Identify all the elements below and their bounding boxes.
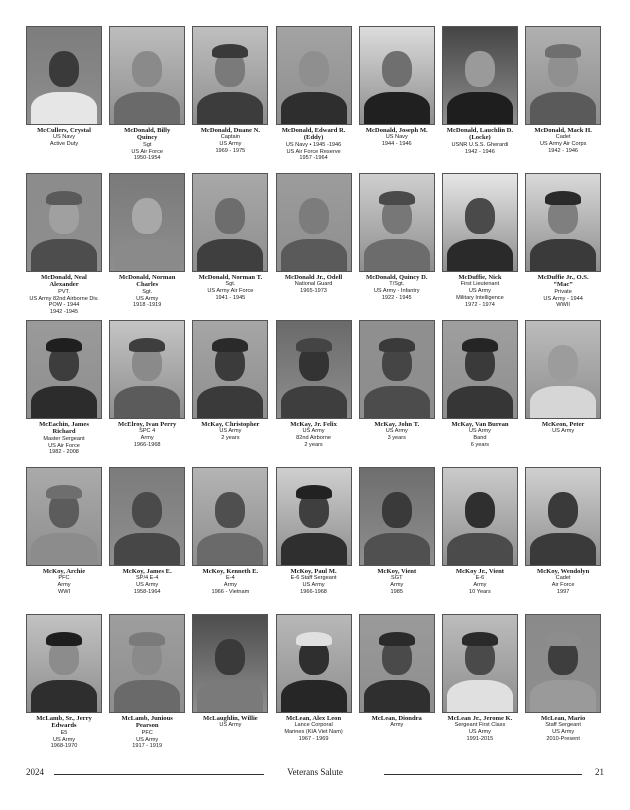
veteran-card: [276, 467, 352, 614]
veteran-service-details: SP/4 E-4 US Army 1958-1964: [133, 575, 161, 595]
portrait-uniform: [281, 239, 347, 272]
veteran-photo: [525, 467, 601, 566]
veteran-service-details: National Guard 1965-1973: [294, 281, 333, 295]
veteran-name: McDonald, Duane N.: [200, 127, 261, 134]
veteran-name: McKay, Van Burean: [451, 421, 509, 428]
veteran-name: McLean Jr., Jerome K.: [447, 715, 513, 722]
veteran-photo: [109, 614, 185, 713]
portrait-uniform: [447, 680, 513, 713]
veteran-service-details: Staff Sergeant US Army 2010-Present: [545, 722, 581, 742]
portrait-uniform: [281, 533, 347, 566]
portrait-uniform: [197, 680, 263, 713]
portrait-uniform: [447, 92, 513, 125]
veteran-grid: [26, 26, 606, 761]
portrait-face: [548, 345, 578, 381]
portrait-cap: [379, 191, 415, 205]
veteran-photo: [442, 614, 518, 713]
portrait-face: [215, 639, 245, 675]
veteran-card: [26, 173, 102, 320]
portrait-uniform: [447, 533, 513, 566]
portrait-cap: [379, 632, 415, 646]
portrait-cap: [296, 632, 332, 646]
portrait-uniform: [530, 239, 596, 272]
veteran-card: [109, 467, 185, 614]
portrait-cap: [296, 485, 332, 499]
portrait-cap: [379, 338, 415, 352]
portrait-uniform: [530, 680, 596, 713]
veteran-name: McKoy, Vient: [377, 568, 417, 575]
veteran-name: McLean, Alex Leon: [285, 715, 342, 722]
veteran-card: [276, 173, 352, 320]
veteran-name: McLean, Diondra: [371, 715, 422, 722]
veteran-service-details: SGT Army 1985: [390, 575, 404, 595]
veteran-photo: [359, 320, 435, 419]
portrait-uniform: [197, 239, 263, 272]
portrait-cap: [545, 632, 581, 646]
veteran-card: [525, 467, 601, 614]
veteran-name: McDonald, Mack H.: [534, 127, 592, 134]
portrait-face: [215, 198, 245, 234]
portrait-face: [548, 492, 578, 528]
veteran-service-details: PVT. US Army 82nd Airborne Div. POW - 1944 1942 -1945: [29, 288, 99, 316]
veteran-name: McKoy Jr., Vient: [455, 568, 504, 575]
veteran-card: [359, 320, 435, 467]
veteran-photo: [192, 614, 268, 713]
veteran-name: McDonald, Quincy D.: [365, 274, 428, 281]
veteran-service-details: US Army Band 6 years: [468, 428, 491, 448]
veteran-card: [442, 614, 518, 761]
footer-year: 2024: [26, 767, 44, 777]
portrait-uniform: [31, 386, 97, 419]
portrait-uniform: [530, 386, 596, 419]
veteran-card: [26, 26, 102, 173]
veteran-service-details: US Army 82nd Airborne 2 years: [296, 428, 331, 448]
veteran-photo: [276, 26, 352, 125]
veteran-name: McKoy, James E.: [122, 568, 172, 575]
veteran-photo: [192, 26, 268, 125]
veteran-photo: [442, 467, 518, 566]
veteran-service-details: E-4 Army 1966 - Vietnam: [211, 575, 250, 595]
veteran-name: McDonald, Lauchlin D. (Locke): [446, 127, 514, 142]
veteran-card: [359, 467, 435, 614]
portrait-cap: [46, 338, 82, 352]
page-footer: [26, 767, 604, 781]
portrait-cap: [129, 338, 165, 352]
veteran-name: McKoy, Kenneth E.: [202, 568, 259, 575]
veteran-photo: [359, 467, 435, 566]
veteran-card: [442, 173, 518, 320]
veteran-service-details: E5 US Army 1968-1970: [50, 729, 78, 750]
veteran-photo: [192, 320, 268, 419]
veteran-service-details: Captain US Army 1969 - 1975: [215, 134, 246, 154]
portrait-face: [465, 492, 495, 528]
portrait-face: [299, 51, 329, 87]
veteran-service-details: SPC 4 Army 1966-1968: [133, 428, 161, 448]
portrait-cap: [296, 338, 332, 352]
portrait-face: [382, 492, 412, 528]
veteran-name: McElroy, Ivan Perry: [118, 421, 177, 428]
veteran-card: [359, 614, 435, 761]
portrait-uniform: [31, 533, 97, 566]
veteran-card: [192, 26, 268, 173]
veteran-service-details: E-6 Army 10 Years: [469, 575, 491, 595]
veteran-card: [109, 614, 185, 761]
veteran-service-details: US Army: [552, 428, 575, 435]
veteran-card: [192, 614, 268, 761]
veteran-name: McLamb, Junious Pearson: [121, 715, 173, 730]
portrait-face: [132, 492, 162, 528]
veteran-photo: [276, 320, 352, 419]
veteran-service-details: T/Sgt. US Army - Infantry 1922 - 1945: [373, 281, 420, 301]
veteran-photo: [26, 26, 102, 125]
veteran-photo: [276, 614, 352, 713]
veteran-card: [442, 467, 518, 614]
portrait-uniform: [197, 92, 263, 125]
veteran-photo: [276, 173, 352, 272]
veteran-service-details: Lance Corporal Marines (KIA Viet Nam) 1967 - 1969: [284, 722, 343, 742]
veteran-service-details: Sgt. US Army Air Force 1941 - 1945: [207, 281, 254, 301]
portrait-uniform: [114, 533, 180, 566]
veteran-name: McKoy, Paul M.: [290, 568, 337, 575]
portrait-uniform: [31, 680, 97, 713]
portrait-cap: [545, 191, 581, 205]
veteran-card: [525, 320, 601, 467]
veteran-photo: [26, 614, 102, 713]
portrait-uniform: [364, 533, 430, 566]
veteran-name: McLamb, Sr., Jerry Edwards: [36, 715, 92, 730]
veteran-photo: [525, 26, 601, 125]
veteran-name: McDonald, Norman Charles: [118, 274, 176, 289]
veteran-service-details: US Army 2 years: [219, 428, 242, 442]
footer-title: Veterans Salute: [287, 767, 343, 777]
veteran-photo: [109, 467, 185, 566]
portrait-face: [49, 51, 79, 87]
veteran-name: McDonald, Neal Alexander: [41, 274, 87, 289]
portrait-face: [132, 198, 162, 234]
veteran-card: [192, 320, 268, 467]
veteran-card: [26, 320, 102, 467]
veteran-service-details: US Army 3 years: [385, 428, 408, 442]
portrait-cap: [46, 485, 82, 499]
veteran-service-details: PFC Army WWI: [57, 575, 71, 595]
veteran-card: [109, 320, 185, 467]
veteran-name: McDonald, Norman T.: [198, 274, 263, 281]
veteran-photo: [276, 467, 352, 566]
portrait-face: [465, 51, 495, 87]
footer-page-number: 21: [595, 767, 604, 777]
veteran-name: McDuffie Jr., O.S. “Mac”: [537, 274, 589, 289]
veteran-photo: [442, 26, 518, 125]
veteran-name: McKay, John T.: [374, 421, 420, 428]
veteran-photo: [525, 320, 601, 419]
veteran-card: [525, 614, 601, 761]
veteran-service-details: Private US Army - 1944 WWII: [543, 288, 583, 309]
portrait-uniform: [364, 92, 430, 125]
portrait-cap: [212, 338, 248, 352]
portrait-uniform: [364, 680, 430, 713]
veteran-photo: [359, 614, 435, 713]
portrait-face: [382, 51, 412, 87]
footer-rule-right: [384, 774, 582, 775]
veteran-service-details: US Army: [219, 722, 242, 729]
veteran-name: McLean, Mario: [540, 715, 586, 722]
portrait-uniform: [364, 386, 430, 419]
portrait-face: [299, 198, 329, 234]
veteran-photo: [26, 467, 102, 566]
portrait-uniform: [281, 680, 347, 713]
portrait-uniform: [114, 239, 180, 272]
portrait-uniform: [281, 92, 347, 125]
portrait-cap: [129, 632, 165, 646]
veteran-name: McLaughlin, Willie: [203, 715, 258, 722]
veteran-photo: [109, 320, 185, 419]
veteran-card: [359, 173, 435, 320]
veteran-service-details: First Lieutenant US Army Military Intelligence 1972 - 1974: [456, 281, 504, 308]
portrait-uniform: [530, 533, 596, 566]
veteran-card: [192, 467, 268, 614]
veteran-card: [276, 320, 352, 467]
veteran-card: [26, 467, 102, 614]
veteran-service-details: E-6 Staff Sergeant US Army 1966-1968: [290, 575, 337, 595]
veteran-name: McEachin, James Richard: [39, 421, 89, 436]
portrait-uniform: [31, 92, 97, 125]
veteran-service-details: Master Sergeant US Air Force 1982 - 2008: [43, 435, 85, 456]
veteran-name: McKay, Christopher: [201, 421, 260, 428]
portrait-cap: [46, 191, 82, 205]
veteran-name: McKoy, Wendolyn: [536, 568, 590, 575]
veteran-service-details: Cadet US Army Air Corps 1942 - 1946: [539, 134, 587, 154]
veteran-name: McDuffie, Nick: [458, 274, 502, 281]
veteran-service-details: Cadet Air Force 1997: [551, 575, 575, 595]
veteran-service-details: US Navy 1944 - 1946: [381, 134, 412, 148]
portrait-face: [465, 198, 495, 234]
veteran-card: [442, 26, 518, 173]
portrait-uniform: [114, 680, 180, 713]
portrait-uniform: [31, 239, 97, 272]
veteran-name: McKeon, Peter: [541, 421, 585, 428]
portrait-cap: [46, 632, 82, 646]
veteran-photo: [192, 173, 268, 272]
veteran-photo: [442, 320, 518, 419]
veteran-photo: [109, 173, 185, 272]
veteran-card: [192, 173, 268, 320]
portrait-face: [132, 51, 162, 87]
portrait-uniform: [197, 533, 263, 566]
veteran-name: McDonald Jr., Odell: [284, 274, 343, 281]
veteran-card: [359, 26, 435, 173]
veteran-card: [276, 614, 352, 761]
portrait-cap: [462, 338, 498, 352]
veteran-card: [276, 26, 352, 173]
veteran-name: McKoy, Archie: [42, 568, 86, 575]
veteran-name: McCullers, Crystal: [37, 127, 91, 134]
veteran-card: [442, 320, 518, 467]
portrait-uniform: [447, 386, 513, 419]
veteran-service-details: Sergeant First Class US Army 1991-2015: [454, 722, 506, 742]
veteran-card: [109, 26, 185, 173]
portrait-cap: [545, 44, 581, 58]
veteran-name: McKay, Jr. Felix: [290, 421, 337, 428]
portrait-cap: [212, 44, 248, 58]
portrait-cap: [462, 632, 498, 646]
veteran-photo: [359, 173, 435, 272]
veteran-photo: [26, 173, 102, 272]
portrait-uniform: [364, 239, 430, 272]
veteran-photo: [26, 320, 102, 419]
veteran-name: McDonald, Edward R. (Eddy): [281, 127, 346, 142]
veteran-photo: [359, 26, 435, 125]
veteran-card: [525, 26, 601, 173]
veteran-card: [26, 614, 102, 761]
portrait-uniform: [281, 386, 347, 419]
portrait-uniform: [530, 92, 596, 125]
veteran-name: McDonald, Joseph M.: [365, 127, 428, 134]
portrait-uniform: [114, 386, 180, 419]
veteran-service-details: USNR U.S.S. Gherardi 1942 - 1946: [451, 141, 509, 155]
veteran-photo: [192, 467, 268, 566]
veteran-photo: [525, 614, 601, 713]
veteran-service-details: Army: [390, 722, 404, 729]
veteran-service-details: Sgt US Air Force 1950-1954: [131, 141, 164, 162]
portrait-uniform: [114, 92, 180, 125]
portrait-uniform: [447, 239, 513, 272]
veteran-service-details: PFC US Army 1917 - 1919: [132, 729, 163, 750]
veteran-card: [525, 173, 601, 320]
veteran-service-details: Sgt. US Army 1918 -1919: [133, 288, 162, 309]
veteran-name: McDonald, Billy Quincy: [124, 127, 171, 142]
portrait-uniform: [197, 386, 263, 419]
veteran-card: [109, 173, 185, 320]
portrait-face: [215, 492, 245, 528]
veteran-photo: [109, 26, 185, 125]
veteran-service-details: US Navy • 1945 -1946 US Air Force Reserve 1957 -1964: [285, 141, 342, 162]
veteran-photo: [525, 173, 601, 272]
veteran-service-details: US Navy Active Duty: [49, 134, 79, 148]
veteran-photo: [442, 173, 518, 272]
